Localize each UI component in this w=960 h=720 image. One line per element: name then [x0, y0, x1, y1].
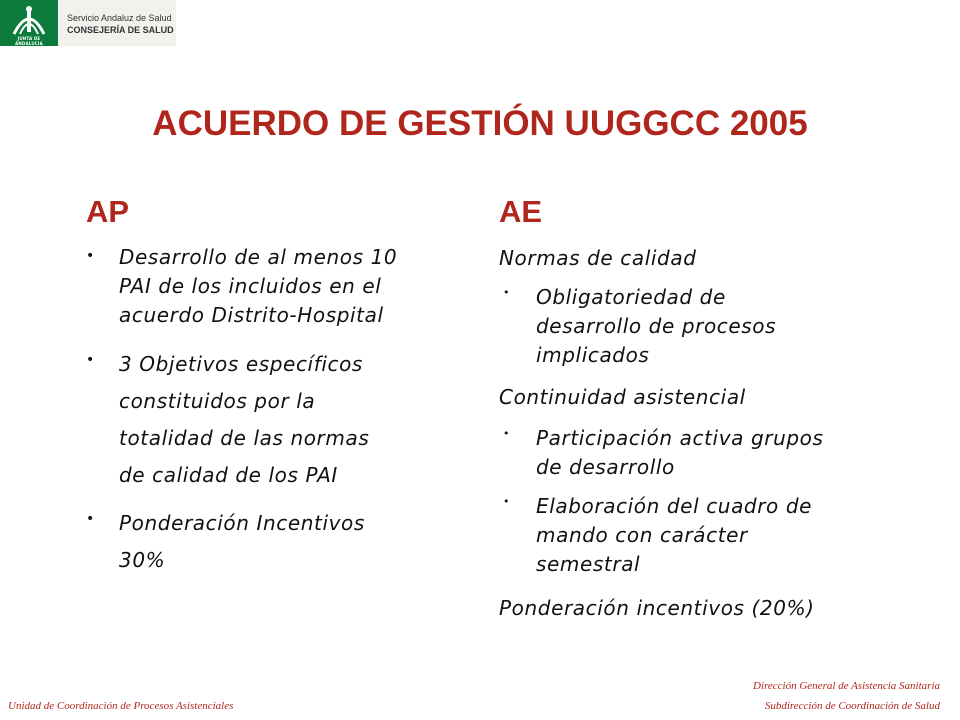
ap-heading: AP [86, 194, 130, 229]
ae-heading: AE [499, 194, 543, 229]
ae-bullet-1-line: implicados [536, 343, 650, 367]
bullet-dot: • [503, 286, 510, 299]
ap-bullet-1-line: Desarrollo de al menos 10 [119, 245, 398, 269]
ap-bullet-3-line: 30% [119, 548, 166, 572]
ap-bullet-3-line: Ponderación Incentivos [119, 511, 365, 535]
ae-bullet-2-line: de desarrollo [536, 455, 675, 479]
ap-bullet-1-line: PAI de los incluidos en el [119, 274, 382, 298]
junta-seal-icon [0, 0, 58, 46]
bullet-dot: • [503, 427, 510, 440]
ap-bullet-1-line: acuerdo Distrito-Hospital [119, 303, 384, 327]
ae-section-ponderacion: Ponderación incentivos (20%) [499, 596, 815, 620]
ap-bullet-2-line: de calidad de los PAI [119, 463, 338, 487]
ae-section-continuidad: Continuidad asistencial [499, 385, 746, 409]
ae-bullet-1-line: Obligatoriedad de [536, 285, 726, 309]
header-logo [0, 0, 176, 46]
slide-title: ACUERDO DE GESTIÓN UUGGCC 2005 [152, 104, 808, 143]
org-name: Servicio Andaluz de Salud [67, 13, 172, 23]
footer-direction: Dirección General de Asistencia Sanitaria [753, 680, 940, 692]
ae-bullet-3-line: mando con carácter [536, 523, 748, 547]
ae-section-normas: Normas de calidad [499, 246, 697, 270]
org-department: CONSEJERÍA DE SALUD [67, 25, 174, 35]
ae-bullet-3-line: semestral [536, 552, 641, 576]
bullet-dot: • [503, 495, 510, 508]
ae-bullet-3-line: Elaboración del cuadro de [536, 494, 813, 518]
seal-caption: JUNTA DE ANDALUCIA [15, 36, 43, 46]
ap-bullet-2-line: totalidad de las normas [119, 426, 370, 450]
ap-bullet-2-line: 3 Objetivos específicos [119, 352, 363, 376]
ae-bullet-2-line: Participación activa grupos [536, 426, 824, 450]
bullet-dot: • [86, 511, 95, 527]
footer-subdirection: Subdirección de Coordinación de Salud [764, 700, 940, 712]
bullet-dot: • [86, 248, 95, 264]
footer-unit: Unidad de Coordinación de Procesos Asistenciales [8, 700, 234, 712]
bullet-dot: • [86, 352, 95, 368]
ae-bullet-1-line: desarrollo de procesos [536, 314, 777, 338]
ap-bullet-2-line: constituidos por la [119, 389, 316, 413]
